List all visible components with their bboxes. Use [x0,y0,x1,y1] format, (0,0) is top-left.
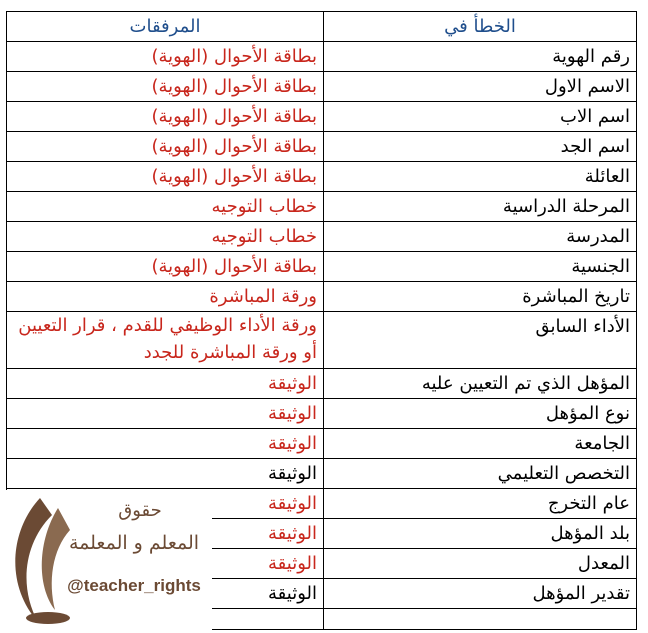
error-cell: اسم الجد [324,132,637,162]
table-row [7,252,637,282]
error-cell: المدرسة [324,222,637,252]
table-header-row [7,12,637,42]
table-row [7,72,637,102]
table-row [7,282,637,312]
attachment-cell: الوثيقة [7,519,324,549]
error-cell: عام التخرج [324,489,637,519]
error-cell: العائلة [324,162,637,192]
watermark-title: حقوق [118,500,162,521]
attachment-cell: الوثيقة [7,489,324,519]
error-cell: الأداء السابق [324,312,637,369]
table-row [7,222,637,252]
error-cell: المؤهل الذي تم التعيين عليه [324,369,637,399]
error-cell: المعدل [324,549,637,579]
watermark-handle: @teacher_rights [67,576,201,595]
error-cell: المرحلة الدراسية [324,192,637,222]
error-cell: رقم الهوية [324,42,637,72]
teacher-rights-watermark [0,490,212,633]
table-row [7,42,637,72]
error-cell: اسم الاب [324,102,637,132]
table-row [7,399,637,429]
attachment-cell: الوثيقة [7,459,324,489]
attachment-cell: ورقة الأداء الوظيفي للقدم ، قرار التعيين أو ورقة المباشرة للجدد [7,312,324,369]
table-row [7,429,637,459]
attachment-cell: بطاقة الأحوال (الهوية) [7,102,324,132]
attachment-cell: بطاقة الأحوال (الهوية) [7,132,324,162]
table-row [7,102,637,132]
error-cell: الجنسية [324,252,637,282]
error-cell: تقدير المؤهل [324,579,637,609]
attachment-cell: الوثيقة [7,369,324,399]
attachment-cell: بطاقة الأحوال (الهوية) [7,252,324,282]
watermark-subtitle: المعلم و المعلمة [68,532,200,554]
error-cell: التخصص التعليمي [324,459,637,489]
error-cell: الجامعة [324,429,637,459]
header-error-in: الخطأ في [324,12,637,42]
attachment-cell: الوثيقة [7,579,324,609]
error-cell: نوع المؤهل [324,399,637,429]
attachment-cell: بطاقة الأحوال (الهوية) [7,42,324,72]
table-row [7,312,637,369]
error-cell: بلد المؤهل [324,519,637,549]
empty-cell [324,609,637,630]
table-row [7,369,637,399]
error-cell: تاريخ المباشرة [324,282,637,312]
attachment-cell: بطاقة الأحوال (الهوية) [7,72,324,102]
table-row [7,459,637,489]
header-attachments: المرفقات [7,12,324,42]
attachment-cell: الوثيقة [7,399,324,429]
attachment-cell: الوثيقة [7,549,324,579]
table-row [7,192,637,222]
attachment-cell: بطاقة الأحوال (الهوية) [7,162,324,192]
attachment-cell: خطاب التوجيه [7,192,324,222]
table-row [7,162,637,192]
attachment-cell: الوثيقة [7,429,324,459]
table-row [7,132,637,162]
attachment-cell: ورقة المباشرة [7,282,324,312]
error-cell: الاسم الاول [324,72,637,102]
attachment-cell: خطاب التوجيه [7,222,324,252]
